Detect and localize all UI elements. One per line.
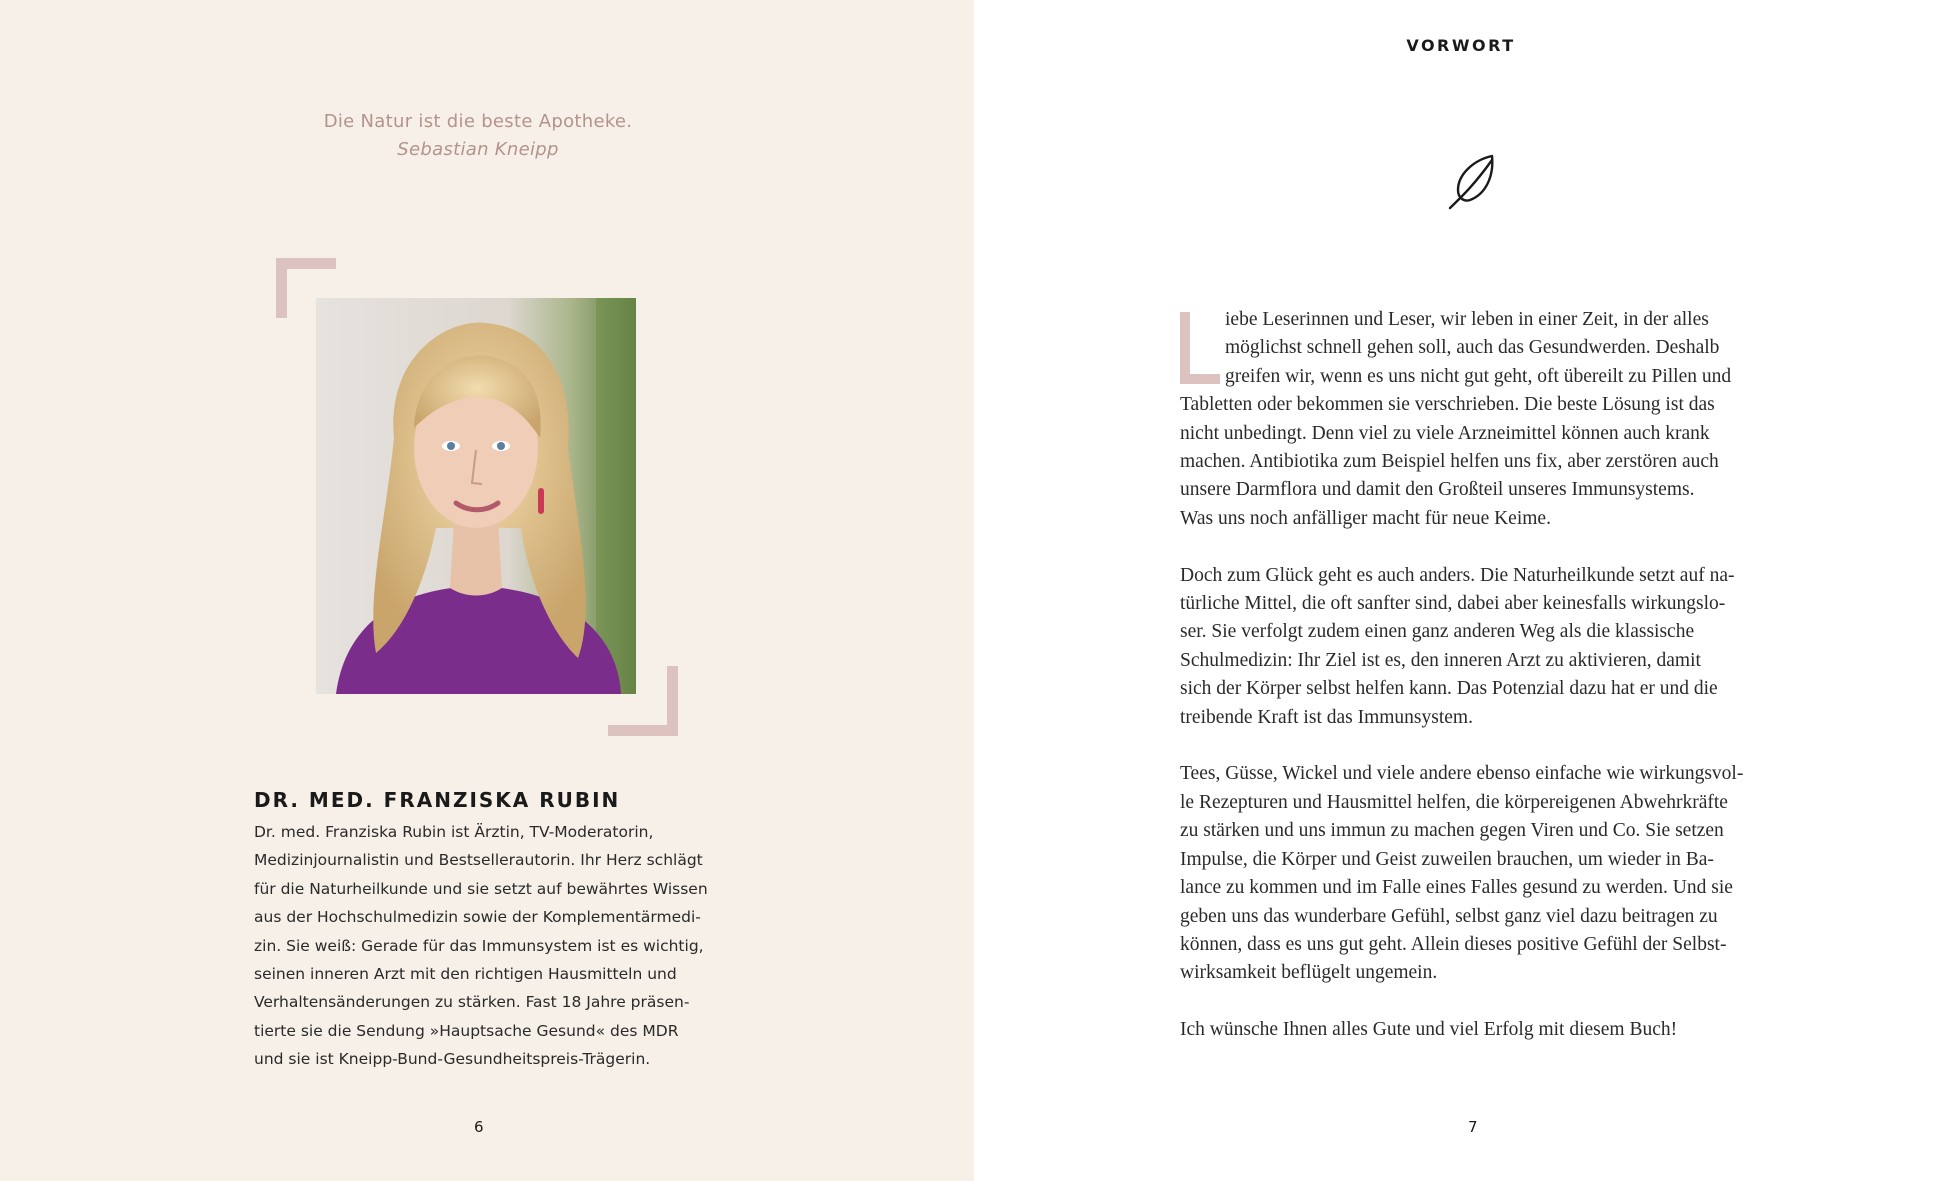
paragraph-line: Impulse, die Körper und Geist zuweilen brauchen, um wieder in Ba- <box>1180 848 1714 870</box>
paragraph-line: Ich wünsche Ihnen alles Gute und viel Erfolg mit diesem Buch! <box>1180 1019 1678 1041</box>
paragraph-line: Tabletten oder bekommen sie verschrieben. Die beste Lösung ist das <box>1180 394 1715 416</box>
bio-line: seinen inneren Arzt mit den richtigen Hausmitteln und <box>254 965 677 984</box>
paragraph-line: geben uns das wunderbare Gefühl, selbst ganz viel dazu beitragen zu <box>1180 905 1718 927</box>
author-portrait <box>316 298 636 694</box>
paragraph-line: sich der Körper selbst helfen kann. Das Potenzial dazu hat er und die <box>1180 678 1718 700</box>
chapter-header: VORWORT <box>1406 36 1516 55</box>
paragraph-line: machen. Antibiotika zum Beispiel helfen uns fix, aber zerstören auch <box>1180 451 1719 473</box>
bio-line: zin. Sie weiß: Gerade für das Immunsystem ist es wichtig, <box>254 936 704 955</box>
paragraph-line: greifen wir, wenn es uns nicht gut geht, oft übereilt zu Pillen und <box>1225 365 1732 387</box>
paragraph-line: le Rezepturen und Hausmittel helfen, die körpereigenen Abwehrkräfte <box>1180 791 1728 813</box>
paragraph-line: unsere Darmflora und damit den Großteil unseres Immunsystems. <box>1180 479 1695 501</box>
paragraph-line: können, dass es uns gut geht. Allein dieses positive Gefühl der Selbst- <box>1180 933 1727 955</box>
paragraph-line: Schulmedizin: Ihr Ziel ist es, den inneren Arzt zu aktivieren, damit <box>1180 649 1701 671</box>
paragraph-line: ser. Sie verfolgt zudem einen ganz anderen Weg als die klassische <box>1180 621 1695 643</box>
leaf-icon <box>1444 150 1500 212</box>
paragraph-line: Was uns noch anfälliger macht für neue Keime. <box>1180 507 1551 529</box>
bio-line: aus der Hochschulmedizin sowie der Komplementärmedi- <box>254 908 701 927</box>
bio-line: Dr. med. Franziska Rubin ist Ärztin, TV-Moderatorin, <box>254 823 654 841</box>
quote-author: Sebastian Kneipp <box>397 139 559 160</box>
quote-text: Die Natur ist die beste Apotheke. <box>323 111 633 132</box>
right-page <box>974 0 1948 1181</box>
bio-line: Medizinjournalistin und Bestsellerautorin. Ihr Herz schlägt <box>254 851 703 870</box>
bio-line: und sie ist Kneipp-Bund-Gesundheitspreis-Trägerin. <box>254 1050 651 1069</box>
bio-text <box>254 818 724 1074</box>
page-number-left: 6 <box>474 1118 484 1136</box>
page-number-right: 7 <box>1468 1118 1478 1136</box>
paragraph-line: wirksamkeit beflügelt ungemein. <box>1180 962 1438 984</box>
paragraph-line: iebe Leserinnen und Leser, wir leben in einer Zeit, in der alles <box>1225 309 1709 330</box>
foreword-text <box>1180 306 1780 1045</box>
paragraph-line: möglichst schnell gehen soll, auch das Gesundwerden. Deshalb <box>1225 337 1720 359</box>
bio-line: tierte sie die Sendung »Hauptsache Gesund« des MDR <box>254 1021 679 1040</box>
paragraph-line: Tees, Güsse, Wickel und viele andere ebenso einfache wie wirkungsvol- <box>1180 763 1744 785</box>
paragraph-line: nicht unbedingt. Denn viel zu viele Arzneimittel können auch krank <box>1180 422 1710 444</box>
bio-line: für die Naturheilkunde und sie setzt auf bewährtes Wissen <box>254 879 708 898</box>
bio-title: DR. MED. FRANZISKA RUBIN <box>254 788 621 812</box>
bio-line: Verhaltensänderungen zu stärken. Fast 18 Jahre präsen- <box>254 993 690 1012</box>
paragraph-line: zu stärken und uns immun zu machen gegen Viren und Co. Sie setzen <box>1180 820 1724 842</box>
paragraph-line: türliche Mittel, die oft sanfter sind, dabei aber keinesfalls wirkungslo- <box>1180 593 1726 615</box>
portrait-frame <box>276 258 678 736</box>
paragraph-line: lance zu kommen und im Falle eines Falles gesund zu werden. Und sie <box>1180 877 1733 899</box>
paragraph-line: Doch zum Glück geht es auch anders. Die Naturheilkunde setzt auf na- <box>1180 564 1735 586</box>
paragraph-line: treibende Kraft ist das Immunsystem. <box>1180 706 1473 728</box>
epigraph-quote <box>0 108 956 164</box>
